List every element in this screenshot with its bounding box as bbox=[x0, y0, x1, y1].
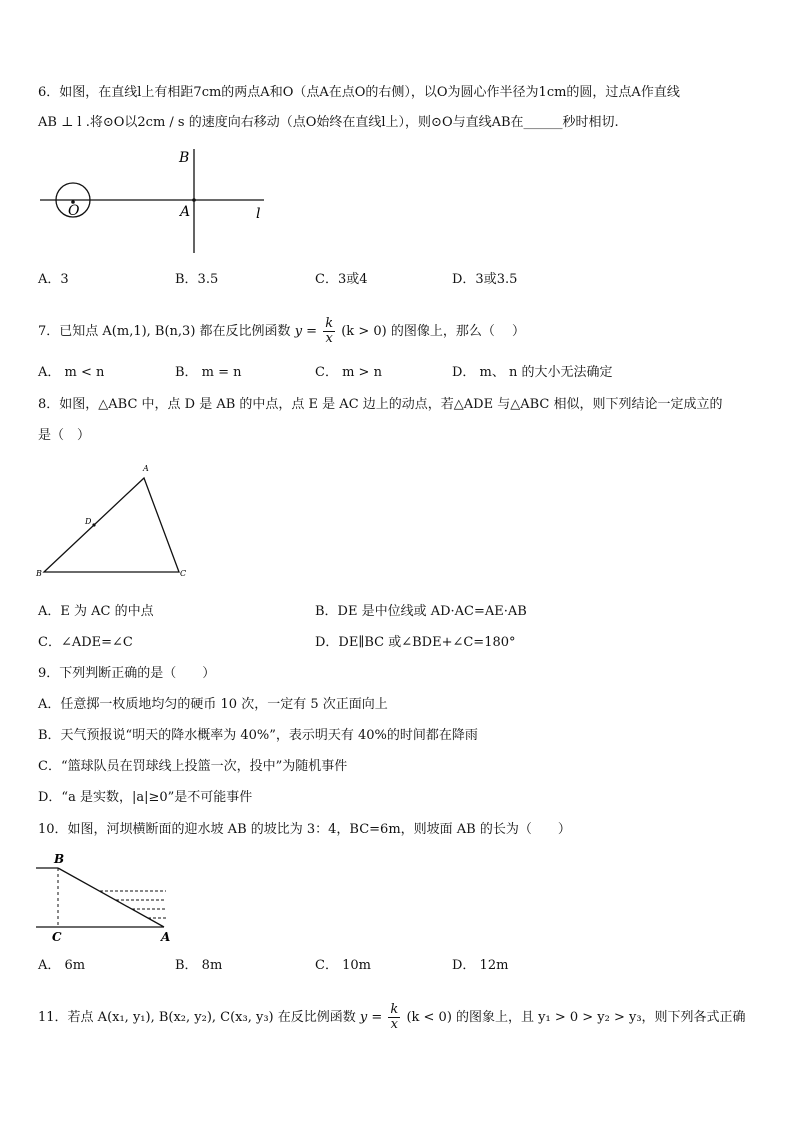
point-d bbox=[92, 523, 95, 526]
q10-figure bbox=[36, 850, 176, 945]
q7-frac-den: x bbox=[325, 331, 333, 346]
label-o: O bbox=[68, 203, 80, 219]
label-l: l bbox=[256, 206, 261, 222]
q7-option-b: B． m = n bbox=[175, 365, 242, 380]
q7-stem bbox=[38, 317, 525, 346]
q7-y-eq: y = bbox=[294, 324, 318, 339]
label-d: D bbox=[85, 517, 92, 526]
label-c: C bbox=[180, 569, 187, 578]
q7-stem-pre: 7．已知点 A(m,1), B(n,3) 都在反比例函数 bbox=[38, 324, 291, 339]
q9-option-b: B．天气预报说“明天的降水概率为 40%”，表示明天有 40%的时间都在降雨 bbox=[38, 728, 478, 743]
q7-frac-num: k bbox=[325, 316, 334, 331]
q6-stem-line2: AB ⊥ l .将⊙O以2cm / s 的速度向右移动（点O始终在直线l上），则⊙O与直线AB在______秒时相切. bbox=[38, 115, 619, 130]
q6-option-b: B．3.5 bbox=[175, 272, 219, 287]
q11-stem-post: (k < 0) 的图象上，且 y₁ > 0 > y₂ > y₃，则下列各式正确 bbox=[406, 1010, 746, 1025]
q10-option-b: B． 8m bbox=[175, 958, 223, 973]
q11-frac-num: k bbox=[390, 1002, 399, 1017]
q9-stem: 9．下列判断正确的是（ ） bbox=[38, 666, 216, 681]
q10-option-c: C． 10m bbox=[315, 958, 371, 973]
q8-option-c: C．∠ADE=∠C bbox=[38, 635, 133, 650]
q7-option-c: C． m > n bbox=[315, 365, 382, 380]
q11-y-eq: y = bbox=[359, 1010, 383, 1025]
q8-option-b: B．DE 是中位线或 AD·AC=AE·AB bbox=[315, 604, 527, 619]
q8-option-d: D．DE∥BC 或∠BDE+∠C=180° bbox=[315, 635, 516, 650]
q11-stem bbox=[38, 1003, 746, 1032]
q11-stem-pre: 11．若点 A(x₁, y₁), B(x₂, y₂), C(x₃, y₃) 在反比例函数 bbox=[38, 1010, 356, 1025]
q10-stem: 10．如图，河坝横断面的迎水坡 AB 的坡比为 3：4，BC=6m，则坡面 AB 的长为（ ） bbox=[38, 822, 571, 837]
label-b: B bbox=[179, 150, 190, 166]
label-a: A bbox=[161, 930, 171, 944]
q10-option-d: D． 12m bbox=[452, 958, 509, 973]
q11-frac-den: x bbox=[390, 1017, 399, 1032]
q6-option-a: A．3 bbox=[38, 272, 69, 287]
q7-option-d: D． m、 n 的大小无法确定 bbox=[452, 365, 613, 380]
q8-stem-line2: 是（ ） bbox=[38, 428, 91, 443]
point-a bbox=[192, 198, 196, 202]
q6-figure bbox=[36, 145, 276, 255]
label-b: B bbox=[54, 852, 65, 866]
water-lines bbox=[100, 891, 166, 918]
triangle-abc bbox=[44, 478, 179, 572]
label-a: A bbox=[180, 204, 191, 220]
q10-option-a: A． 6m bbox=[38, 958, 86, 973]
q11-fraction bbox=[388, 1003, 400, 1032]
q7-option-a: A． m < n bbox=[38, 365, 105, 380]
q9-option-a: A．任意掷一枚质地均匀的硬币 10 次，一定有 5 次正面向上 bbox=[38, 697, 388, 712]
q7-stem-post: (k > 0) 的图像上，那么（ ） bbox=[341, 324, 525, 339]
q6-option-d: D．3或3.5 bbox=[452, 272, 518, 287]
q8-stem-line1: 8．如图，△ABC 中，点 D 是 AB 的中点，点 E 是 AC 边上的动点，若△ADE 与△ABC 相似，则下列结论一定成立的 bbox=[38, 397, 723, 412]
q8-figure bbox=[34, 462, 194, 582]
q6-stem-line1: 6．如图，在直线l上有相距7cm的两点A和O（点A在点O的右侧），以O为圆心作半径为1cm的圆，过点A作直线 bbox=[38, 85, 680, 100]
q6-option-c: C．3或4 bbox=[315, 272, 368, 287]
label-c: C bbox=[52, 930, 62, 944]
label-b: B bbox=[36, 569, 42, 578]
label-a: A bbox=[143, 464, 149, 473]
q9-option-d: D．“a 是实数，|a|≥0”是不可能事件 bbox=[38, 790, 253, 805]
q9-option-c: C．“篮球队员在罚球线上投篮一次，投中”为随机事件 bbox=[38, 759, 348, 774]
q7-fraction bbox=[323, 317, 335, 346]
q8-option-a: A．E 为 AC 的中点 bbox=[38, 604, 154, 619]
